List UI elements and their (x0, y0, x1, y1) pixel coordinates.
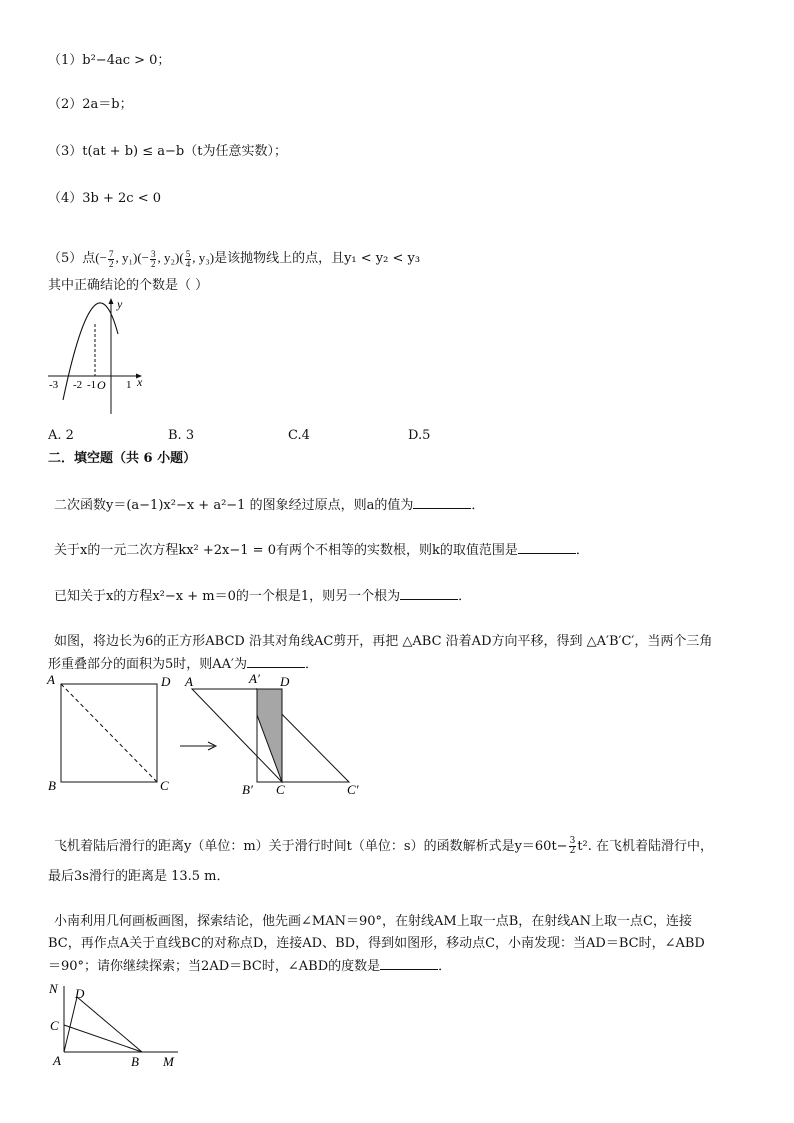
label-a: A (185, 674, 193, 689)
option-b: B. 3 (168, 428, 195, 443)
parabola-graph (44, 294, 154, 418)
square-cut-figure (44, 672, 374, 798)
tick-label-neg1: -1 (87, 379, 97, 391)
option-c: C.4 (288, 428, 310, 443)
condition-3: （3）t(at + b) ≤ a−b（t为任意实数）； (48, 144, 287, 159)
option-a: A. 2 (48, 428, 74, 443)
segment-bc (64, 1025, 142, 1052)
square-abcd (61, 684, 157, 782)
tick-label-1: 1 (126, 379, 132, 391)
condition-5-suffix: 是该抛物线上的点，且y₁ < y₂ < y₃ (214, 251, 421, 266)
label-a: A (47, 672, 55, 687)
label-c: C (50, 1018, 59, 1033)
question-5-text: 飞机着陆后滑行的距离y（单位：m）关于滑行时间t（单位：s）的函数解析式是y＝60t− (54, 839, 568, 854)
question-1-end: ． (471, 498, 485, 513)
segment-ad (64, 997, 77, 1052)
condition-5-points: (− $\frac{7}{2}$ , y₁)(− $\frac{3}{2}$ , y₂)( $\frac{5}{4}$ , y₃) (95, 248, 215, 269)
question-6-line-2: BC，再作点A关于直线BC的对称点D，连接AD、BD，得到如图形，移动点C，小南发现：当AD＝BC时，∠ABD (48, 936, 705, 951)
label-b: B (48, 778, 56, 793)
label-c-prime: C′ (347, 782, 359, 797)
question-5-line-1 (54, 836, 713, 858)
question-stem: 其中正确结论的个数是（ ） (48, 278, 209, 293)
question-6-text: ＝90°；请你继续探索；当2AD＝BC时，∠ABD的度数是 (48, 959, 381, 974)
fraction-numerator: 3 (569, 836, 576, 846)
condition-2: （2）2a＝b； (48, 97, 133, 112)
question-1 (54, 496, 484, 515)
question-4-text: 形重叠部分的面积为5时，则AA′为 (48, 657, 247, 672)
question-2 (54, 541, 589, 560)
y-axis-label: y (117, 297, 123, 311)
tick-label-neg3: -3 (49, 379, 59, 391)
label-c: C (160, 778, 169, 793)
label-d: D (280, 674, 290, 689)
diagonal-ac (61, 684, 157, 782)
question-4-end: ． (305, 657, 319, 672)
question-4-line-1: 如图，将边长为6的正方形ABCD 沿其对角线AC剪开，再把 △ABC 沿着AD方向平移，得到 △A′B′C′，当两个三角 (54, 634, 713, 649)
question-3-end: ． (458, 589, 472, 604)
overlap-region (257, 689, 282, 782)
answer-blank (380, 957, 438, 970)
tick-label-neg2: -2 (73, 379, 83, 391)
question-6-end: ． (438, 959, 452, 974)
label-m: M (163, 1054, 174, 1069)
label-a: A (53, 1053, 61, 1068)
question-5-text-end: t². 在飞机着陆滑行中， (577, 839, 714, 854)
origin-label: O (97, 378, 106, 392)
segment-bd (77, 997, 142, 1052)
question-2-text: 关于x的一元二次方程kx² +2x−1 = 0有两个不相等的实数根，则k的取值范围是 (54, 543, 518, 558)
label-a-prime: A′ (249, 672, 260, 686)
question-1-text: 二次函数y＝(a−1)x²−x + a²−1 的图象经过原点，则a的值为 (54, 498, 414, 513)
label-n: N (49, 981, 58, 996)
label-b: B (131, 1054, 139, 1069)
answer-blank (247, 655, 305, 668)
x-axis-label: x (137, 375, 143, 389)
fraction-denominator: 2 (569, 846, 576, 856)
question-2-end: ． (575, 543, 589, 558)
question-6-line-3 (48, 957, 451, 976)
condition-5 (48, 246, 420, 271)
condition-5-prefix: （5）点 (48, 251, 96, 266)
question-3-text: 已知关于x的方程x²−x + m＝0的一个根是1，则另一个根为 (54, 589, 401, 604)
question-5-line-2: 最后3s滑行的距离是 13.5 m． (48, 869, 230, 884)
option-d: D.5 (408, 428, 431, 443)
answer-blank (400, 587, 458, 600)
label-d: D (161, 674, 171, 689)
section-title: 二．填空题（共 6 小题） (48, 451, 197, 466)
answer-blank (518, 541, 576, 554)
angle-figure (44, 978, 184, 1072)
label-b-prime: B′ (242, 782, 253, 797)
label-d: D (75, 986, 85, 1001)
fraction (569, 837, 577, 856)
answer-blank (413, 496, 471, 509)
y-axis-arrow (109, 298, 114, 304)
condition-1: （1）b²−4ac > 0； (48, 53, 171, 68)
condition-4: （4）3b + 2c < 0 (48, 191, 162, 206)
question-3 (54, 587, 471, 606)
question-6-line-1: 小南利用几何画板画图，探索结论，他先画∠MAN＝90°，在射线AM上取一点B，在射线AN上取一点C，连接 (54, 914, 692, 929)
label-c: C (276, 782, 285, 797)
